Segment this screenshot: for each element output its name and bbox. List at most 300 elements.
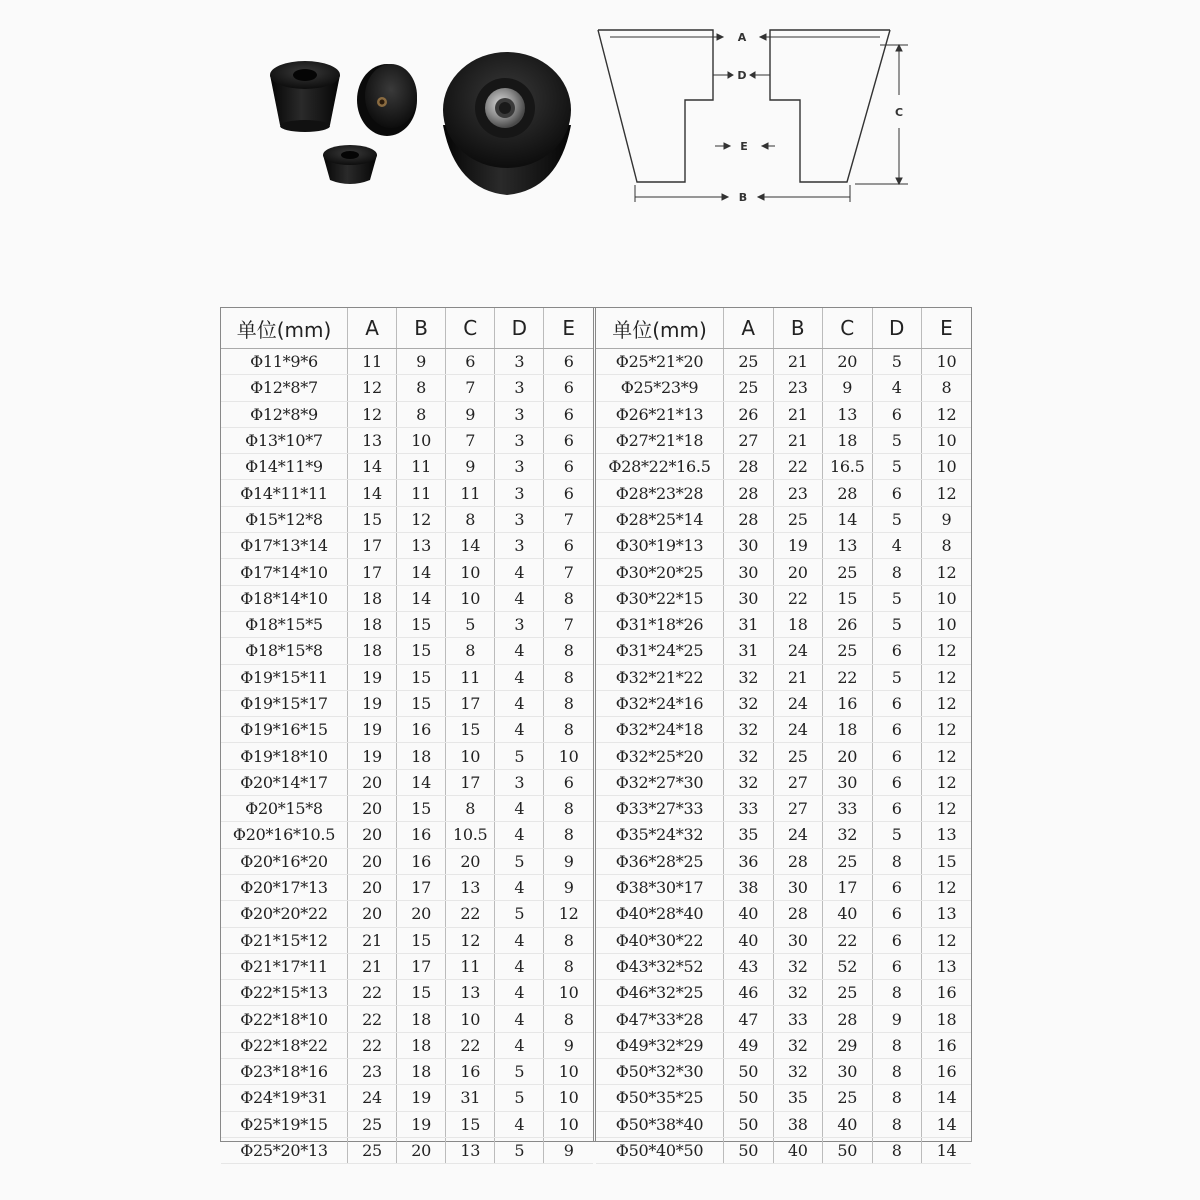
product-photos [255,30,595,220]
dimension-cell: 50 [724,1085,774,1111]
table-row [596,349,971,375]
dimension-cell: 6 [872,901,922,927]
table-row [596,664,971,690]
table-row [221,559,593,585]
dimension-cell: 23 [773,480,823,506]
dimension-cell: 13 [347,427,396,453]
dimension-cell: 25 [823,1085,873,1111]
dimension-cell: 47 [724,1006,774,1032]
dimension-cell: 8 [544,585,593,611]
dimension-cell: 6 [544,533,593,559]
dimension-cell: 4 [495,1006,544,1032]
size-cell: Φ50*35*25 [596,1085,724,1111]
size-cell: Φ11*9*6 [221,349,347,375]
size-cell: Φ24*19*31 [221,1085,347,1111]
dimension-cell: 6 [544,454,593,480]
table-row [221,427,593,453]
dimension-cell: 3 [495,427,544,453]
dimension-cell: 5 [495,1059,544,1085]
dimension-cell: 5 [495,743,544,769]
spec-table-right-grid [596,308,971,1178]
dimension-cell: 8 [397,401,446,427]
size-cell: Φ20*16*20 [221,848,347,874]
dimension-cell: 19 [773,533,823,559]
dimension-cell: 15 [397,927,446,953]
dimension-cell: 12 [446,927,495,953]
dimension-cell: 8 [544,1006,593,1032]
dimension-cell: 4 [495,690,544,716]
dimension-cell: 27 [773,796,823,822]
dimension-cell: 6 [872,796,922,822]
size-cell: Φ25*20*13 [221,1137,347,1163]
dimension-cell: 10 [544,1111,593,1137]
diagram-label-b: B [738,191,748,204]
dimension-cell: 22 [347,980,396,1006]
dimension-cell: 12 [922,743,972,769]
dimension-cell: 8 [872,1137,922,1163]
dimension-cell: 33 [773,1006,823,1032]
dimension-cell: 18 [397,743,446,769]
dimension-cell: 27 [724,427,774,453]
dimension-cell: 4 [495,953,544,979]
table-row [221,769,593,795]
size-cell: Φ19*16*15 [221,717,347,743]
dimension-cell: 21 [773,664,823,690]
dimension-cell: 24 [773,638,823,664]
dimension-cell: 13 [446,874,495,900]
table-row [221,480,593,506]
table-row [221,664,593,690]
dimension-cell: 28 [724,454,774,480]
header-unit: 单位(mm) [596,308,724,349]
dimension-cell: 12 [922,401,972,427]
dimension-cell: 28 [724,506,774,532]
dimension-cell: 6 [872,401,922,427]
dimension-cell: 30 [724,533,774,559]
diagram-label-d: D [737,69,747,82]
table-row [596,585,971,611]
dimension-cell: 16 [922,980,972,1006]
dimension-cell: 20 [823,349,873,375]
size-cell: Φ33*27*33 [596,796,724,822]
dimension-cell: 12 [922,927,972,953]
dimension-cell: 3 [495,401,544,427]
dimension-cell: 17 [446,769,495,795]
dimension-cell: 5 [872,664,922,690]
dimension-cell: 8 [872,1085,922,1111]
dimension-cell: 7 [544,559,593,585]
size-cell: Φ31*18*26 [596,611,724,637]
size-cell: Φ30*20*25 [596,559,724,585]
table-row [221,980,593,1006]
dimension-cell: 6 [872,480,922,506]
dimension-cell: 32 [773,1032,823,1058]
table-row [596,506,971,532]
dimension-cell: 6 [446,349,495,375]
table-row [596,690,971,716]
table-row [221,349,593,375]
dimension-cell: 32 [724,743,774,769]
table-row [596,1059,971,1085]
dimension-cell: 5 [446,611,495,637]
dimension-cell: 25 [823,559,873,585]
dimension-cell: 7 [544,506,593,532]
table-row [221,717,593,743]
table-row [221,1032,593,1058]
dimension-cell: 6 [872,638,922,664]
dimension-cell: 13 [823,401,873,427]
size-cell: Φ38*30*17 [596,874,724,900]
dimension-cell: 15 [347,506,396,532]
table-row [221,848,593,874]
table-row [596,901,971,927]
size-cell: Φ30*22*15 [596,585,724,611]
dimension-cell: 24 [773,690,823,716]
size-cell: Φ19*15*17 [221,690,347,716]
header-e: E [922,308,972,349]
table-row [221,1006,593,1032]
dimension-cell: 40 [724,927,774,953]
spacer-cell [596,1164,971,1179]
dimension-cell: 15 [446,717,495,743]
size-cell: Φ32*27*30 [596,769,724,795]
dimension-cell: 12 [347,375,396,401]
dimension-cell: 19 [347,690,396,716]
header-a: A [347,308,396,349]
dimension-cell: 19 [347,717,396,743]
dimension-cell: 9 [544,1032,593,1058]
dimension-cell: 18 [347,638,396,664]
table-row [596,375,971,401]
dimension-cell: 4 [495,927,544,953]
dimension-cell: 13 [922,822,972,848]
dimension-cell: 49 [724,1032,774,1058]
size-cell: Φ50*32*30 [596,1059,724,1085]
dimension-cell: 38 [773,1111,823,1137]
dimension-cell: 13 [446,980,495,1006]
table-row [596,638,971,664]
dimension-cell: 15 [397,664,446,690]
size-cell: Φ20*17*13 [221,874,347,900]
dimension-cell: 25 [347,1111,396,1137]
size-cell: Φ17*13*14 [221,533,347,559]
dimension-cell: 28 [823,480,873,506]
dimension-cell: 20 [347,822,396,848]
dimension-cell: 12 [544,901,593,927]
dimension-cell: 14 [397,769,446,795]
table-row [596,953,971,979]
size-cell: Φ20*15*8 [221,796,347,822]
dimension-cell: 10 [397,427,446,453]
dimension-cell: 10 [922,427,972,453]
spec-table-left [221,308,596,1161]
dimension-cell: 4 [495,1032,544,1058]
dimension-cell: 13 [446,1137,495,1163]
diagram-label-e: E [740,140,748,153]
header-b: B [397,308,446,349]
dimension-cell: 35 [773,1085,823,1111]
size-cell: Φ14*11*9 [221,454,347,480]
dimension-cell: 8 [397,375,446,401]
dimension-cell: 8 [872,848,922,874]
dimension-cell: 25 [724,349,774,375]
dimension-cell: 6 [872,927,922,953]
dimension-cell: 8 [446,796,495,822]
dimension-cell: 32 [724,690,774,716]
dimension-cell: 20 [397,1137,446,1163]
dimension-cell: 11 [446,664,495,690]
dimension-cell: 3 [495,611,544,637]
dimension-cell: 19 [397,1111,446,1137]
dimension-cell: 13 [397,533,446,559]
dimension-cell: 3 [495,375,544,401]
dimension-cell: 22 [347,1032,396,1058]
diagram-left-profile [598,30,713,182]
diagram-right-profile [770,30,890,182]
size-cell: Φ20*20*22 [221,901,347,927]
dimension-cell: 8 [544,690,593,716]
dimension-cell: 9 [823,375,873,401]
dimension-cell: 8 [922,533,972,559]
dimension-cell: 22 [823,664,873,690]
table-row [221,1059,593,1085]
dimension-cell: 25 [823,638,873,664]
dimension-cell: 17 [446,690,495,716]
rubber-foot-photo-2 [357,64,417,136]
dimension-cell: 43 [724,953,774,979]
dimension-cell: 52 [823,953,873,979]
table-row [596,611,971,637]
dimension-cell: 10 [922,585,972,611]
table-row [221,901,593,927]
rubber-foot-photo-1 [270,61,340,132]
size-cell: Φ23*18*16 [221,1059,347,1085]
spec-table-left-grid [221,308,593,1178]
dimension-cell: 18 [347,585,396,611]
dimension-cell: 12 [922,559,972,585]
table-row [221,401,593,427]
dimension-cell: 8 [446,638,495,664]
dimension-cell: 15 [823,585,873,611]
size-cell: Φ25*19*15 [221,1111,347,1137]
dimension-cell: 18 [773,611,823,637]
dimension-cell: 6 [544,480,593,506]
dimension-cell: 15 [397,690,446,716]
dimension-cell: 21 [347,953,396,979]
table-row [596,743,971,769]
dimension-cell: 9 [446,454,495,480]
size-cell: Φ46*32*25 [596,980,724,1006]
dimension-cell: 14 [397,559,446,585]
size-cell: Φ14*11*11 [221,480,347,506]
size-cell: Φ50*38*40 [596,1111,724,1137]
dimension-cell: 5 [495,848,544,874]
dimension-cell: 14 [922,1085,972,1111]
dimension-cell: 38 [724,874,774,900]
dimension-cell: 22 [347,1006,396,1032]
dimension-cell: 20 [446,848,495,874]
table-row [221,874,593,900]
dimension-cell: 10 [446,559,495,585]
dimension-cell: 32 [773,980,823,1006]
dimension-cell: 40 [724,901,774,927]
size-cell: Φ50*40*50 [596,1137,724,1163]
dimension-cell: 20 [347,796,396,822]
dimension-cell: 8 [922,375,972,401]
dimension-cell: 14 [446,533,495,559]
dimension-cell: 12 [922,638,972,664]
table-row [596,401,971,427]
dimension-cell: 29 [823,1032,873,1058]
dimension-cell: 30 [823,769,873,795]
dimension-cell: 10 [544,1085,593,1111]
table-row [596,480,971,506]
dimension-cell: 23 [773,375,823,401]
table-row [596,1085,971,1111]
dimension-cell: 24 [347,1085,396,1111]
size-cell: Φ20*14*17 [221,769,347,795]
dimension-cell: 5 [872,427,922,453]
header-d: D [495,308,544,349]
dimension-cell: 28 [773,901,823,927]
dimension-cell: 10 [544,1059,593,1085]
dimension-cell: 6 [544,349,593,375]
spec-table [220,307,972,1161]
dimension-cell: 11 [397,454,446,480]
dimension-cell: 27 [773,769,823,795]
dimension-cell: 9 [397,349,446,375]
dimension-cell: 9 [922,506,972,532]
size-cell: Φ21*17*11 [221,953,347,979]
dimension-cell: 12 [922,769,972,795]
dimension-cell: 25 [773,506,823,532]
dimension-cell: 15 [446,1111,495,1137]
dimension-cell: 14 [922,1137,972,1163]
dimension-cell: 6 [872,874,922,900]
dimension-cell: 32 [724,717,774,743]
size-cell: Φ12*8*9 [221,401,347,427]
dimension-cell: 8 [544,927,593,953]
size-cell: Φ15*12*8 [221,506,347,532]
dimension-cell: 26 [823,611,873,637]
dimension-cell: 16.5 [823,454,873,480]
size-cell: Φ19*18*10 [221,743,347,769]
size-cell: Φ32*25*20 [596,743,724,769]
header-row [596,308,971,349]
dimension-cell: 32 [773,1059,823,1085]
size-cell: Φ22*15*13 [221,980,347,1006]
table-row [596,533,971,559]
dimension-cell: 18 [347,611,396,637]
size-cell: Φ32*21*22 [596,664,724,690]
header-b: B [773,308,823,349]
size-cell: Φ31*24*25 [596,638,724,664]
dimension-cell: 21 [773,427,823,453]
dimension-cell: 13 [922,901,972,927]
size-cell: Φ28*25*14 [596,506,724,532]
header-a: A [724,308,774,349]
header-d: D [872,308,922,349]
dimension-cell: 20 [773,559,823,585]
diagram-label-a: A [737,31,747,44]
dimension-cell: 7 [544,611,593,637]
dimension-cell: 32 [724,664,774,690]
table-row [596,874,971,900]
table-row [596,822,971,848]
table-row [596,1137,971,1163]
dimension-cell: 19 [397,1085,446,1111]
table-row [596,1111,971,1137]
dimension-cell: 8 [446,506,495,532]
dimension-cell: 5 [872,822,922,848]
dimension-cell: 32 [823,822,873,848]
dimension-cell: 21 [773,349,823,375]
dimension-cell: 14 [347,454,396,480]
dimension-cell: 8 [872,1111,922,1137]
table-row [221,638,593,664]
header-unit: 单位(mm) [221,308,347,349]
size-cell: Φ19*15*11 [221,664,347,690]
table-spacer-row [221,1164,593,1179]
dimension-cell: 6 [544,769,593,795]
rubber-foot-photo-3 [323,145,377,184]
table-row [221,690,593,716]
dimension-cell: 31 [446,1085,495,1111]
size-cell: Φ43*32*52 [596,953,724,979]
size-cell: Φ36*28*25 [596,848,724,874]
header-e: E [544,308,593,349]
table-row [596,1032,971,1058]
dimension-cell: 8 [544,638,593,664]
dimension-cell: 16 [922,1032,972,1058]
table-row [596,796,971,822]
dimension-cell: 18 [922,1006,972,1032]
table-row [221,1137,593,1163]
dimension-cell: 5 [495,901,544,927]
table-row [221,611,593,637]
dimension-cell: 5 [872,454,922,480]
dimension-cell: 15 [397,611,446,637]
dimension-cell: 10 [446,743,495,769]
dimension-cell: 3 [495,506,544,532]
dimension-cell: 30 [724,585,774,611]
dimension-cell: 22 [446,1032,495,1058]
dimension-cell: 40 [823,1111,873,1137]
dimension-cell: 8 [872,1032,922,1058]
dimension-cell: 12 [922,664,972,690]
dimension-cell: 3 [495,349,544,375]
dimension-cell: 16 [397,822,446,848]
dimension-cell: 50 [724,1137,774,1163]
dimension-cell: 33 [724,796,774,822]
dimension-cell: 7 [446,375,495,401]
dimension-cell: 20 [397,901,446,927]
dimension-cell: 30 [724,559,774,585]
dimension-cell: 19 [347,743,396,769]
dimension-cell: 28 [773,848,823,874]
dimension-cell: 8 [872,559,922,585]
dimension-cell: 13 [922,953,972,979]
dimension-cell: 10.5 [446,822,495,848]
dimension-cell: 16 [397,717,446,743]
size-cell: Φ40*30*22 [596,927,724,953]
dimension-cell: 14 [397,585,446,611]
dimension-cell: 22 [773,585,823,611]
dimension-cell: 21 [773,401,823,427]
dimension-cell: 8 [544,796,593,822]
rubber-foot-photo-4 [443,52,571,195]
dimension-cell: 4 [495,822,544,848]
